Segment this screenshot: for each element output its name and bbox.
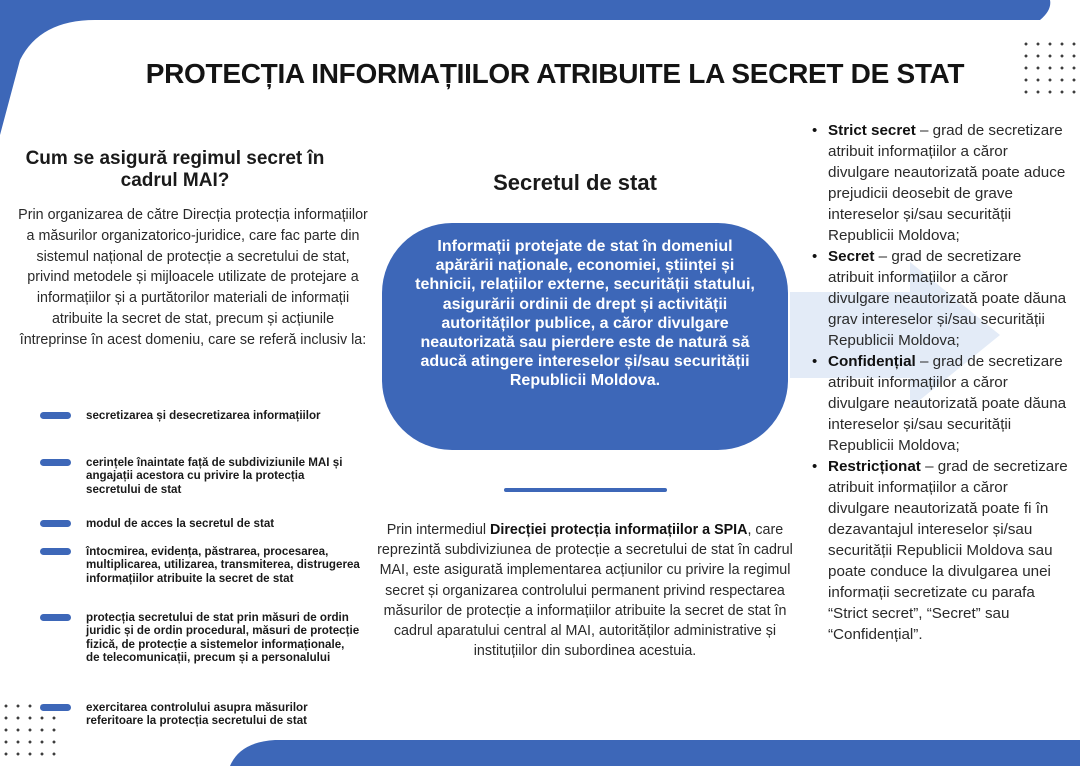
classification-levels-list — [808, 120, 1070, 645]
list-item: cerințele înaintate față de subdiviziunile MAI și angajații acestora cu privire la protecția secretului de stat — [40, 456, 360, 496]
page-title: PROTECȚIA INFORMAȚIILOR ATRIBUITE LA SECRET DE STAT — [145, 58, 965, 89]
bullet-bar — [40, 704, 71, 711]
bottom-wave-decoration — [0, 736, 1080, 766]
middle-heading: Secretul de stat — [493, 170, 657, 195]
bullet-bar — [40, 459, 71, 466]
bullet-bar — [40, 614, 71, 621]
list-item: protecția secretului de stat prin măsuri de ordin juridic și de ordin procedural, măsuri de protecție fizică, de protecție a sistemelor informaționale, de telecomunicații, precum și a personalului — [40, 611, 360, 665]
list-item: secretizarea și desecretizarea informațiilor — [40, 409, 360, 422]
level-restricted: • Restricționat – grad de secretizare atribuit informațiilor a căror divulgare neautorizată poate fi în dezavantajul intereselor și/sau securității Republicii Moldova sau poate conduce la divulgarea unei informații secretizate cu parafa “Strict secret”, “Secret” sau “Confidențial”. — [808, 456, 1070, 645]
level-strict-secret: • Strict secret – grad de secretizare atribuit informațiilor a căror divulgare neautorizată poate aduce prejudicii deosebit de grave intereselor și/sau securității Republicii Moldova; — [808, 120, 1070, 246]
level-confidential: • Confidențial – grad de secretizare atribuit informațiilor a căror divulgare neautorizată poate dăuna intereselor și/sau securității Republicii Moldova; — [808, 351, 1070, 456]
left-paragraph: Prin organizarea de către Direcția protecția informațiilor a măsurilor organizatorico-juridice, care fac parte din sistemul național de protecție a secretului de stat, privind metodele și mijloacele utilizate de protejare a informațiilor și a purtătorilor materiali de informații atribuite la secret de stat, precum și acțiunile întreprinse în acest domeniu, care se referă inclusiv la: — [18, 207, 368, 348]
spia-directorate-name: Direcției protecția informațiilor a SPIA — [490, 522, 748, 538]
list-item: exercitarea controlului asupra măsurilor referitoare la protecția secretului de stat — [40, 701, 360, 728]
list-item: modul de acces la secretul de stat — [40, 517, 360, 530]
level-secret: • Secret – grad de secretizare atribuit informațiilor a căror divulgare neautorizată poate dăuna grav intereselor și/sau securității Republicii Moldova; — [808, 246, 1070, 351]
divider — [504, 488, 667, 492]
bullet-bar — [40, 412, 71, 419]
definition-text: Informații protejate de stat în domeniul apărării naționale, economiei, științei și tehnicii, relațiilor externe, securității statului, asigurării ordinii de drept și activității autorităților publice, a căror divulgare neautorizată sau pierdere este de natură să aducă atingere intereselor și/sau securității Republicii Moldova. — [415, 238, 755, 390]
bullet-bar — [40, 548, 71, 555]
bullet-bar — [40, 520, 71, 527]
list-item: întocmirea, evidența, păstrarea, procesarea, multiplicarea, utilizarea, transmiterea, distrugerea informațiilor atribuite la secret de stat — [40, 545, 360, 585]
middle-paragraph: Prin intermediul Direcției protecția informațiilor a SPIA, care reprezintă subdiviziunea de protecție a secretului de stat în cadrul MAI, este asigurată implementarea acțiunilor cu privire la regimul secret și organizarea controlului permanent privind respectarea măsurilor de protecție a informațiilor atribuite la secret de stat în cadrul aparatului central al MAI, autorităților administrative și instituțiilor din subordinea acestuia. — [377, 522, 793, 660]
left-heading: Cum se asigură regimul secret în cadrul MAI? — [25, 148, 325, 191]
